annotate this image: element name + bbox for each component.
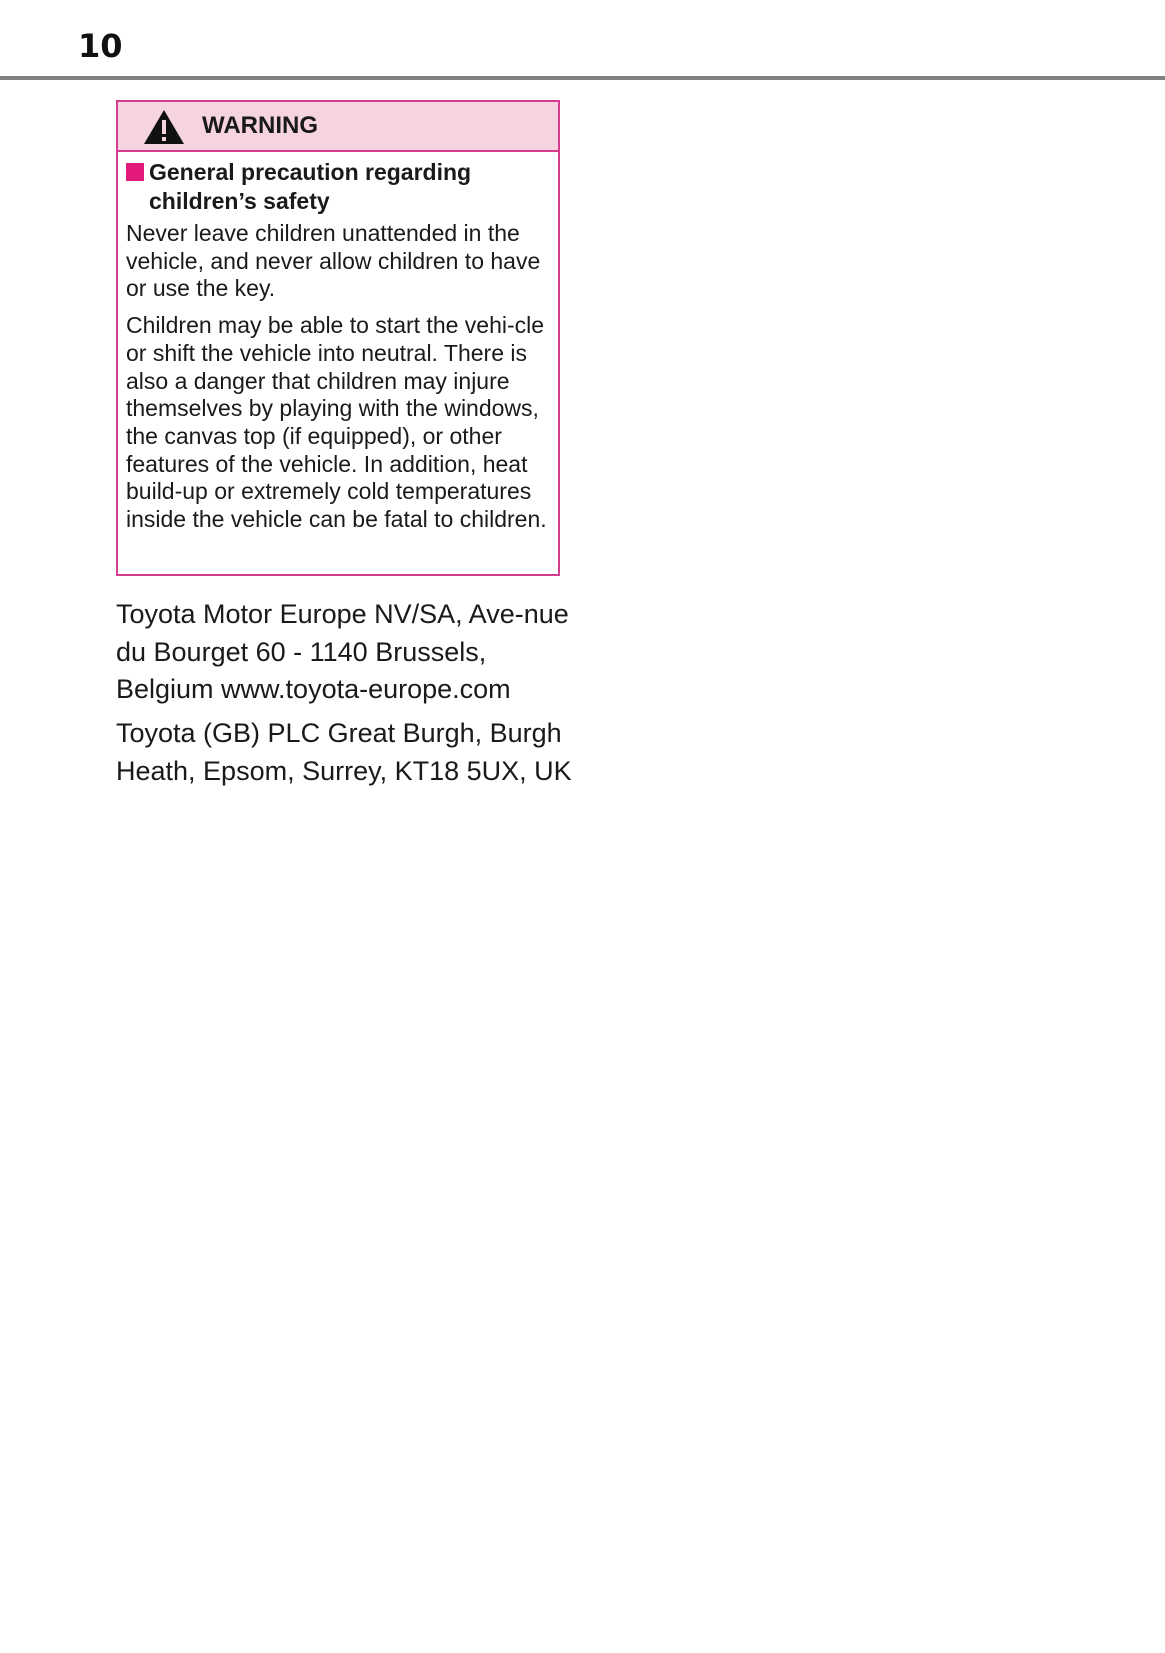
warning-triangle-icon — [142, 108, 186, 146]
header-rule — [0, 76, 1165, 80]
section-heading-text: General precaution regarding children’s safety — [149, 159, 472, 214]
page-number: 10 — [78, 27, 123, 65]
address-uk: Toyota (GB) PLC Great Burgh, Burgh Heath, Epsom, Surrey, KT18 5UX, UK — [116, 718, 572, 786]
section-heading — [126, 158, 550, 216]
warning-header — [118, 102, 558, 152]
warning-body — [118, 152, 558, 534]
warning-paragraph-1: Never leave children unattended in the vehicle, and never allow children to have or use the key. — [126, 220, 541, 302]
warning-paragraph-2: Children may be able to start the vehi-cle or shift the vehicle into neutral. There is also a danger that children may injure themselves by playing with the windows, the canvas top (if equipped), or other features of the vehicle. In addition, heat build-up or extremely cold temperatures inside the vehicle can be fatal to children. — [126, 312, 547, 533]
square-bullet-icon — [126, 163, 144, 181]
warning-box — [116, 100, 560, 576]
address-europe: Toyota Motor Europe NV/SA, Ave-nue du Bourget 60 - 1140 Brussels, Belgium www.toyota-europe.com — [116, 599, 569, 704]
warning-title: WARNING — [202, 112, 318, 139]
